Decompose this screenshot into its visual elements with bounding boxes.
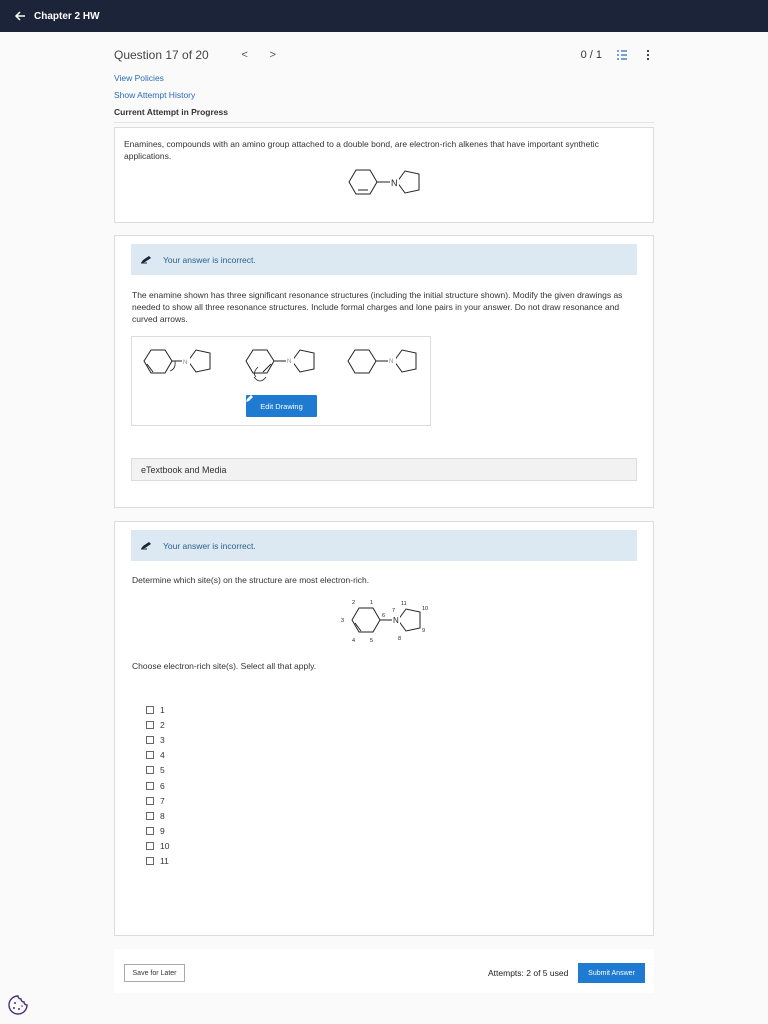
site-label-10: 10 [422,606,429,612]
option-label: 5 [160,765,165,776]
nitrogen-label: N [389,359,394,365]
save-for-later-button[interactable]: Save for Later [124,964,185,982]
question-sheet [0,32,768,1024]
option-label: 9 [160,826,165,837]
attempt-links [114,72,228,118]
site-label-4: 4 [352,638,356,644]
checkbox[interactable] [146,782,154,790]
nitrogen-label: N [391,178,398,188]
intro-text: Enamines, compounds with an amino group attached to a double bond, are electron-rich alkenes that have important synthetic applications. [124,139,599,161]
nitrogen-label: N [183,360,188,366]
edit-drawing-label: Edit Drawing [260,401,303,411]
divider [114,122,654,123]
option-label: 6 [160,780,165,791]
numbered-enamine-structure [338,598,438,646]
arrow-left-icon [14,10,26,22]
question-header [114,44,654,66]
list-icon[interactable] [616,49,628,61]
site-option[interactable] [146,793,169,808]
checkbox[interactable] [146,857,154,865]
footer-bar [114,949,654,993]
checkbox[interactable] [146,721,154,729]
feedback-banner [131,530,637,561]
feedback-banner [131,244,637,275]
edit-drawing-button[interactable] [246,395,317,417]
checkbox[interactable] [146,827,154,835]
pencil-icon [140,255,152,264]
pencil-icon [246,395,253,402]
pencil-icon [140,541,152,550]
checkbox[interactable] [146,751,154,759]
site-label-7: 7 [392,608,396,614]
previous-question-button[interactable]: < [241,49,248,61]
site-label-3: 3 [341,618,345,624]
option-label: 11 [160,856,169,867]
option-label: 1 [160,704,165,715]
attempts-counter: Attempts: 2 of 5 used [488,968,569,978]
option-label: 4 [160,750,165,761]
drawing-area[interactable] [131,336,431,426]
site-option[interactable] [146,839,169,854]
assignment-title: Chapter 2 HW [34,10,100,22]
option-label: 2 [160,719,165,730]
site-option[interactable] [146,732,169,747]
site-option[interactable] [146,763,169,778]
enamine-structure [347,166,427,198]
score: 0 / 1 [580,49,602,61]
site-option[interactable] [146,702,169,717]
site-label-1: 1 [370,600,374,606]
etextbook-and-media[interactable]: eTextbook and Media [131,458,637,481]
part-resonance [114,235,654,508]
checkbox[interactable] [146,797,154,805]
top-bar [0,0,768,32]
back-to-assignment[interactable] [14,10,100,22]
site-option[interactable] [146,854,169,869]
checkbox[interactable] [146,812,154,820]
site-label-11: 11 [401,601,407,607]
site-label-5: 5 [370,638,374,644]
option-label: 3 [160,734,165,745]
site-label-2: 2 [352,600,356,606]
next-question-button[interactable]: > [269,49,276,61]
cookie-icon[interactable] [7,994,29,1016]
checkbox[interactable] [146,842,154,850]
site-label-6: 6 [382,613,386,619]
option-label: 10 [160,841,170,852]
site-checkbox-list [146,702,169,869]
part-question: Determine which site(s) on the structure are most electron-rich. [132,575,370,585]
option-label: 8 [160,810,165,821]
site-option[interactable] [146,717,169,732]
checkbox[interactable] [146,706,154,714]
site-label-8: 8 [398,636,402,642]
checkbox[interactable] [146,736,154,744]
question-counter: Question 17 of 20 [114,48,209,62]
current-attempt-label: Current Attempt in Progress [114,107,228,117]
site-option[interactable] [146,778,169,793]
more-vertical-icon[interactable] [642,49,654,61]
site-option[interactable] [146,824,169,839]
part-instruction: Choose electron-rich site(s). Select all that apply. [132,661,317,671]
view-policies-link[interactable]: View Policies [114,73,164,83]
question-intro [114,127,654,223]
option-label: 7 [160,795,165,806]
nitrogen-label: N [393,616,399,625]
nitrogen-label: N [287,359,292,365]
feedback-text: Your answer is incorrect. [163,540,256,551]
site-option[interactable] [146,808,169,823]
site-option[interactable] [146,748,169,763]
feedback-text: Your answer is incorrect. [163,254,256,265]
part-instructions: The enamine shown has three significant resonance structures (including the initial structure shown). Modify the given drawings as needed to show all three resonance structures. Include formal charges and lone pairs in your answer. Do not draw resonance and curved arrows. [132,290,623,324]
part-electron-rich [114,521,654,936]
checkbox[interactable] [146,766,154,774]
submit-answer-button[interactable]: Submit Answer [578,963,645,983]
show-attempt-history-link[interactable]: Show Attempt History [114,90,196,100]
site-label-9: 9 [422,628,426,634]
